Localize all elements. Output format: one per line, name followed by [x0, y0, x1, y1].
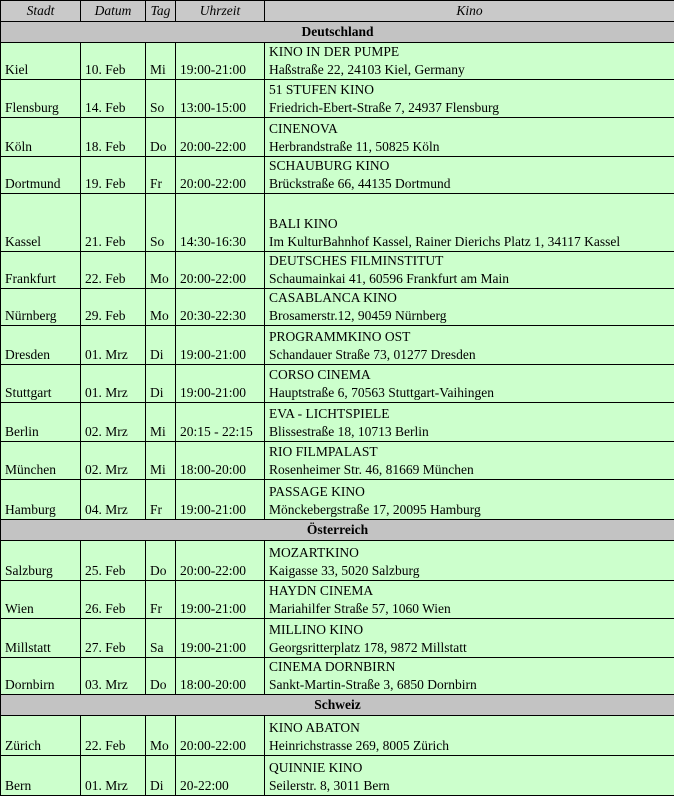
table-row: [1, 43, 674, 80]
cell-uhrzeit: 19:00-21:00: [176, 619, 265, 658]
cell-uhrzeit: 19:00-21:00: [176, 326, 265, 365]
cell-datum: 21. Feb: [81, 194, 146, 252]
cell-tag: Mi: [146, 43, 176, 80]
table-row: [1, 658, 674, 695]
kino-name: SCHAUBURG KINO: [269, 158, 390, 173]
cell-stadt: Wien: [1, 581, 81, 619]
cell-datum: 27. Feb: [81, 619, 146, 658]
cell-uhrzeit: 19:00-21:00: [176, 43, 265, 80]
section-header-row: [1, 520, 674, 541]
kino-name: CORSO CINEMA: [269, 367, 371, 382]
cell-uhrzeit: 13:00-15:00: [176, 80, 265, 118]
cell-tag: Do: [146, 658, 176, 695]
cell-tag: Di: [146, 365, 176, 403]
cell-stadt: Salzburg: [1, 541, 81, 581]
cell-datum: 04. Mrz: [81, 480, 146, 520]
cell-datum: 02. Mrz: [81, 403, 146, 442]
section-title: Deutschland: [1, 22, 674, 43]
cell-stadt: Bern: [1, 756, 81, 796]
kino-name: RIO FILMPALAST: [269, 444, 378, 459]
cell-kino: [265, 326, 674, 365]
cell-stadt: Köln: [1, 118, 81, 157]
kino-name: EVA - LICHTSPIELE: [269, 406, 390, 421]
cell-tag: So: [146, 194, 176, 252]
cell-stadt: Dresden: [1, 326, 81, 365]
cell-kino: [265, 442, 674, 480]
cell-kino: [265, 194, 674, 252]
section-title: Österreich: [1, 520, 674, 541]
cell-datum: 29. Feb: [81, 289, 146, 326]
table-row: [1, 289, 674, 326]
kino-name: 51 STUFEN KINO: [269, 82, 375, 97]
kino-address: Friedrich-Ebert-Straße 7, 24937 Flensburg: [269, 100, 499, 115]
cell-stadt: Dornbirn: [1, 658, 81, 695]
cell-stadt: Kiel: [1, 43, 81, 80]
cell-tag: Di: [146, 756, 176, 796]
cell-uhrzeit: 20-22:00: [176, 756, 265, 796]
cell-stadt: Frankfurt: [1, 252, 81, 289]
table-row: [1, 365, 674, 403]
kino-address: Brückstraße 66, 44135 Dortmund: [269, 176, 451, 191]
kino-name: CASABLANCA KINO: [269, 290, 397, 305]
cell-tag: Fr: [146, 157, 176, 194]
kino-name: CINEMA DORNBIRN: [269, 659, 396, 674]
cell-tag: Sa: [146, 619, 176, 658]
kino-address: Kaigasse 33, 5020 Salzburg: [269, 563, 420, 578]
cell-stadt: Stuttgart: [1, 365, 81, 403]
kino-name: PASSAGE KINO: [269, 484, 365, 499]
cell-datum: 25. Feb: [81, 541, 146, 581]
cell-kino: [265, 80, 674, 118]
table-row: [1, 252, 674, 289]
cell-kino: [265, 289, 674, 326]
cell-stadt: Hamburg: [1, 480, 81, 520]
kino-address: Brosamerstr.12, 90459 Nürnberg: [269, 308, 447, 323]
cell-stadt: Flensburg: [1, 80, 81, 118]
kino-address: Schandauer Straße 73, 01277 Dresden: [269, 347, 476, 362]
cell-stadt: Nürnberg: [1, 289, 81, 326]
cell-tag: Mo: [146, 716, 176, 756]
cell-tag: Mo: [146, 252, 176, 289]
kino-name: CINENOVA: [269, 121, 338, 136]
header-uhrzeit: Uhrzeit: [176, 1, 265, 22]
cell-uhrzeit: 19:00-21:00: [176, 365, 265, 403]
cell-kino: [265, 541, 674, 581]
cell-kino: [265, 581, 674, 619]
cell-uhrzeit: 20:30-22:30: [176, 289, 265, 326]
kino-address: Haßstraße 22, 24103 Kiel, Germany: [269, 62, 465, 77]
cell-uhrzeit: 19:00-21:00: [176, 480, 265, 520]
cell-kino: [265, 716, 674, 756]
section-header-row: [1, 695, 674, 716]
table-row: [1, 581, 674, 619]
cell-datum: 22. Feb: [81, 252, 146, 289]
table-row: [1, 80, 674, 118]
cell-datum: 03. Mrz: [81, 658, 146, 695]
cell-uhrzeit: 20:00-22:00: [176, 118, 265, 157]
cell-tag: So: [146, 80, 176, 118]
cell-kino: [265, 365, 674, 403]
cell-datum: 10. Feb: [81, 43, 146, 80]
cell-datum: 01. Mrz: [81, 756, 146, 796]
cell-datum: 01. Mrz: [81, 365, 146, 403]
cell-uhrzeit: 20:15 - 22:15: [176, 403, 265, 442]
table-row: [1, 716, 674, 756]
cell-stadt: Millstatt: [1, 619, 81, 658]
cell-kino: [265, 252, 674, 289]
table-row: [1, 403, 674, 442]
kino-address: Blissestraße 18, 10713 Berlin: [269, 424, 429, 439]
table-row: [1, 194, 674, 252]
table-row: [1, 326, 674, 365]
section-title: Schweiz: [1, 695, 674, 716]
kino-name: KINO ABATON: [269, 720, 360, 735]
cell-tag: Mi: [146, 403, 176, 442]
table-body: [1, 22, 674, 796]
kino-address: Mariahilfer Straße 57, 1060 Wien: [269, 601, 451, 616]
cell-kino: [265, 157, 674, 194]
cell-tag: Fr: [146, 480, 176, 520]
kino-name: QUINNIE KINO: [269, 760, 363, 775]
cell-tag: Mi: [146, 442, 176, 480]
kino-address: Hauptstraße 6, 70563 Stuttgart-Vaihingen: [269, 385, 494, 400]
header-stadt: Stadt: [1, 1, 81, 22]
table-row: [1, 541, 674, 581]
table-row: [1, 619, 674, 658]
table-row: [1, 442, 674, 480]
cell-uhrzeit: 14:30-16:30: [176, 194, 265, 252]
cell-datum: 26. Feb: [81, 581, 146, 619]
cell-uhrzeit: 19:00-21:00: [176, 581, 265, 619]
cell-datum: 14. Feb: [81, 80, 146, 118]
kino-name: HAYDN CINEMA: [269, 583, 374, 598]
kino-name: MILLINO KINO: [269, 622, 364, 637]
kino-name: PROGRAMMKINO OST: [269, 329, 411, 344]
cell-uhrzeit: 20:00-22:00: [176, 541, 265, 581]
cell-datum: 01. Mrz: [81, 326, 146, 365]
cell-kino: [265, 118, 674, 157]
kino-address: Heinrichstrasse 269, 8005 Zürich: [269, 738, 449, 753]
cell-kino: [265, 756, 674, 796]
cell-tag: Mo: [146, 289, 176, 326]
cell-uhrzeit: 18:00-20:00: [176, 442, 265, 480]
kino-address: Sankt-Martin-Straße 3, 6850 Dornbirn: [269, 677, 477, 692]
cell-datum: 02. Mrz: [81, 442, 146, 480]
kino-address: Seilerstr. 8, 3011 Bern: [269, 778, 390, 793]
header-row: [1, 1, 674, 22]
cell-uhrzeit: 20:00-22:00: [176, 252, 265, 289]
kino-name: KINO IN DER PUMPE: [269, 44, 400, 59]
cell-stadt: Kassel: [1, 194, 81, 252]
cell-tag: Do: [146, 118, 176, 157]
kino-address: Schaumainkai 41, 60596 Frankfurt am Main: [269, 271, 509, 286]
header-datum: Datum: [81, 1, 146, 22]
cell-kino: [265, 480, 674, 520]
cell-kino: [265, 43, 674, 80]
cell-uhrzeit: 20:00-22:00: [176, 157, 265, 194]
kino-address: Herbrandstraße 11, 50825 Köln: [269, 139, 440, 154]
cell-kino: [265, 658, 674, 695]
table-row: [1, 118, 674, 157]
cell-stadt: München: [1, 442, 81, 480]
cell-uhrzeit: 18:00-20:00: [176, 658, 265, 695]
kino-address: Mönckebergstraße 17, 20095 Hamburg: [269, 502, 481, 517]
cell-stadt: Dortmund: [1, 157, 81, 194]
table-row: [1, 756, 674, 796]
section-header-row: [1, 22, 674, 43]
cell-datum: 18. Feb: [81, 118, 146, 157]
table-row: [1, 157, 674, 194]
kino-address: Im KulturBahnhof Kassel, Rainer Dierichs Platz 1, 34117 Kassel: [269, 234, 621, 249]
kino-name: MOZARTKINO: [269, 545, 359, 560]
table-row: [1, 480, 674, 520]
cell-tag: Do: [146, 541, 176, 581]
kino-address: Georgsritterplatz 178, 9872 Millstatt: [269, 640, 467, 655]
cell-uhrzeit: 20:00-22:00: [176, 716, 265, 756]
cell-stadt: Berlin: [1, 403, 81, 442]
cell-kino: [265, 619, 674, 658]
cell-datum: 22. Feb: [81, 716, 146, 756]
header-kino: Kino: [265, 1, 674, 22]
header-tag: Tag: [146, 1, 176, 22]
cell-stadt: Zürich: [1, 716, 81, 756]
kino-name: BALI KINO: [269, 216, 338, 231]
cell-kino: [265, 403, 674, 442]
kino-address: Rosenheimer Str. 46, 81669 München: [269, 462, 474, 477]
cell-tag: Di: [146, 326, 176, 365]
kino-name: DEUTSCHES FILMINSTITUT: [269, 253, 444, 268]
cell-datum: 19. Feb: [81, 157, 146, 194]
cell-tag: Fr: [146, 581, 176, 619]
